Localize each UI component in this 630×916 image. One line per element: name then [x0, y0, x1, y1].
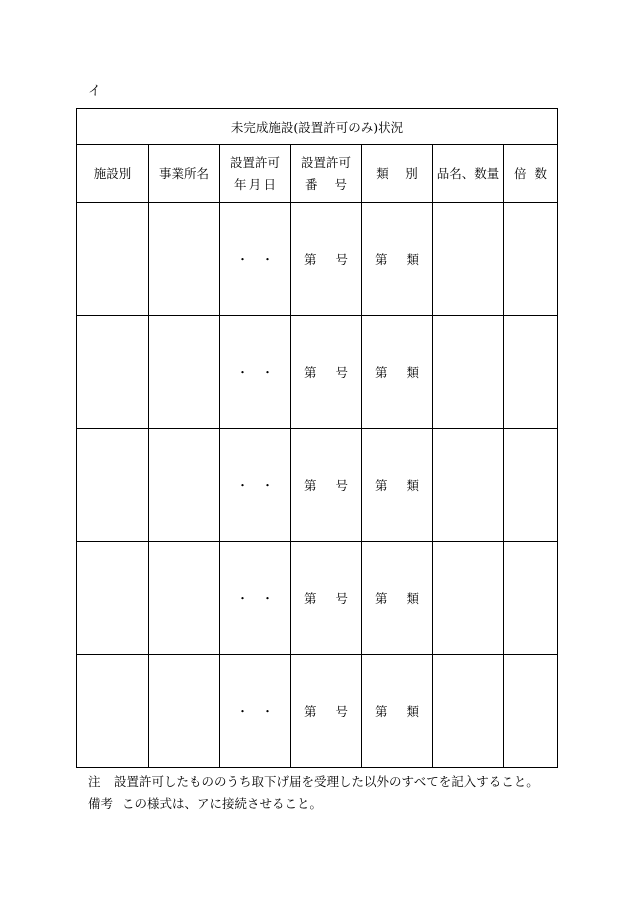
- section-marker: イ: [88, 84, 102, 99]
- cell-product-quantity[interactable]: [433, 542, 504, 655]
- cell-office-name[interactable]: [149, 655, 220, 768]
- header-product-quantity: 品名、数量: [433, 145, 504, 203]
- cell-facility-type[interactable]: [77, 655, 149, 768]
- table-row: [77, 429, 558, 542]
- header-multiple: [504, 145, 558, 203]
- table-row: [77, 542, 558, 655]
- cell-facility-type[interactable]: [77, 429, 149, 542]
- cell-category[interactable]: 第 類: [362, 655, 433, 768]
- header-year: 年: [234, 176, 247, 192]
- table-title: 未完成施設(設置許可のみ)状況: [77, 109, 558, 145]
- table-row: [77, 203, 558, 316]
- table-row: [77, 316, 558, 429]
- cell-permit-date[interactable]: ・ ・: [220, 203, 291, 316]
- cell-category[interactable]: 第 類: [362, 429, 433, 542]
- cell-permit-date[interactable]: ・ ・: [220, 316, 291, 429]
- header-multiple-1: 倍: [513, 165, 527, 181]
- header-go: 号: [334, 176, 347, 192]
- cell-product-quantity[interactable]: [433, 316, 504, 429]
- cell-permit-number[interactable]: 第 号: [291, 203, 362, 316]
- cell-facility-type[interactable]: [77, 203, 149, 316]
- note-line: [88, 771, 539, 793]
- table-row: [77, 655, 558, 768]
- cell-multiple[interactable]: [504, 655, 558, 768]
- header-permit-number: [291, 145, 362, 203]
- cell-facility-type[interactable]: [77, 316, 149, 429]
- unfinished-facilities-table: [76, 108, 558, 768]
- cell-category[interactable]: 第 類: [362, 203, 433, 316]
- cell-office-name[interactable]: [149, 429, 220, 542]
- cell-permit-number[interactable]: 第 号: [291, 429, 362, 542]
- cell-office-name[interactable]: [149, 316, 220, 429]
- cell-office-name[interactable]: [149, 203, 220, 316]
- cell-permit-date[interactable]: ・ ・: [220, 542, 291, 655]
- cell-category[interactable]: 第 類: [362, 316, 433, 429]
- note-text: 設置許可したもののうち取下げ届を受理した以外のすべてを記入すること。: [114, 774, 539, 789]
- cell-multiple[interactable]: [504, 542, 558, 655]
- cell-product-quantity[interactable]: [433, 655, 504, 768]
- cell-category[interactable]: 第 類: [362, 542, 433, 655]
- header-permit-number-line2: [291, 174, 361, 196]
- header-month: 月: [248, 176, 262, 192]
- remarks-label: 備考: [88, 796, 114, 811]
- cell-multiple[interactable]: [504, 316, 558, 429]
- header-permit-date-line1: 設置許可: [229, 154, 280, 170]
- cell-multiple[interactable]: [504, 429, 558, 542]
- header-facility-type: 施設別: [77, 145, 149, 203]
- cell-multiple[interactable]: [504, 203, 558, 316]
- header-permit-date: [220, 145, 291, 203]
- cell-product-quantity[interactable]: [433, 429, 504, 542]
- header-day: 日: [263, 176, 276, 192]
- cell-permit-number[interactable]: 第 号: [291, 542, 362, 655]
- header-office-name: 事業所名: [149, 145, 220, 203]
- cell-office-name[interactable]: [149, 542, 220, 655]
- cell-product-quantity[interactable]: [433, 203, 504, 316]
- header-multiple-2: 数: [534, 165, 547, 181]
- note-label: 注: [88, 774, 101, 789]
- header-permit-date-line2: [220, 174, 290, 196]
- header-permit-number-line1: 設置許可: [300, 154, 351, 170]
- cell-permit-number[interactable]: 第 号: [291, 655, 362, 768]
- header-category-2: 別: [405, 165, 418, 181]
- header-category-1: 類: [376, 165, 389, 181]
- cell-permit-date[interactable]: ・ ・: [220, 655, 291, 768]
- cell-permit-date[interactable]: ・ ・: [220, 429, 291, 542]
- header-ban: 番: [305, 176, 318, 192]
- cell-facility-type[interactable]: [77, 542, 149, 655]
- cell-permit-number[interactable]: 第 号: [291, 316, 362, 429]
- remarks-text: この様式は、アに接続させること。: [122, 796, 323, 811]
- header-category: [362, 145, 433, 203]
- remarks-line: [88, 793, 539, 815]
- notes: [88, 771, 539, 815]
